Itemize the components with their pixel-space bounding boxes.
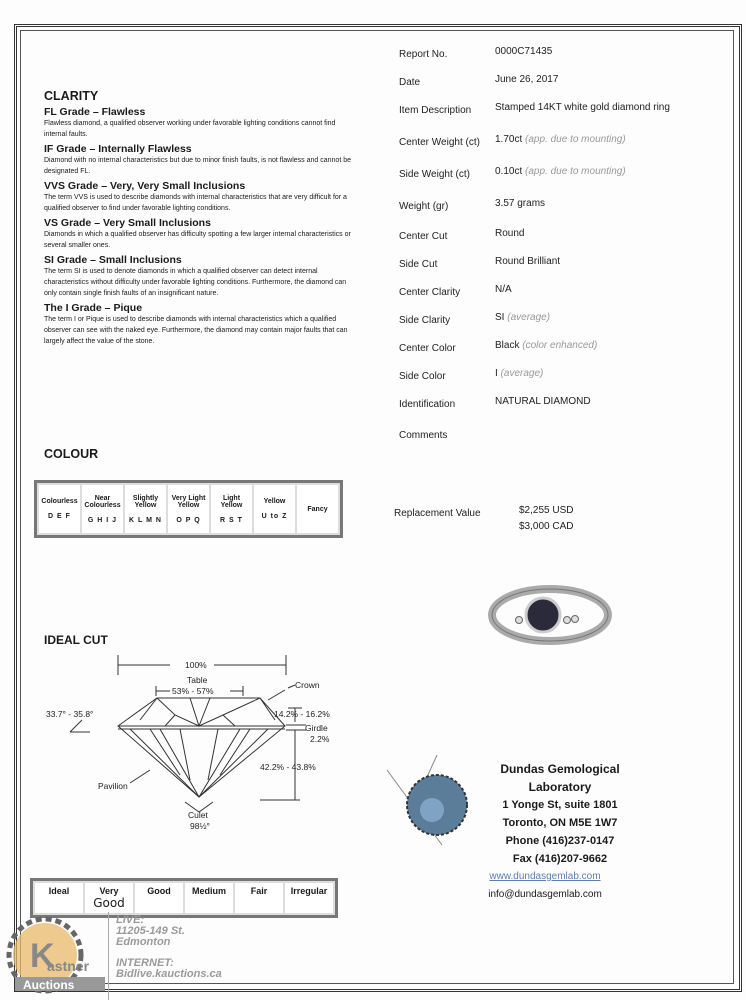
report-value (495, 196, 695, 212)
cut-grade-label: Irregular (290, 886, 328, 896)
lab-info (470, 760, 650, 904)
clarity-grade-heading: The I Grade – Pique (44, 302, 143, 314)
report-row (399, 310, 719, 328)
cut-grade-label: Good (147, 886, 171, 896)
svg-text:K: K (30, 937, 55, 975)
lab-website-link[interactable]: www.dundasgemlab.com (489, 871, 601, 882)
report-label: Center Clarity (399, 287, 461, 298)
report-label: Comments (399, 430, 448, 441)
clarity-section (44, 89, 354, 347)
report-value-text: Round (495, 228, 525, 239)
auction-address: 11205-149 St. (116, 925, 185, 937)
report-value (495, 338, 695, 354)
diamond-cut-diagram (30, 650, 360, 840)
lab-email: info@dundasgemlab.com (488, 889, 602, 900)
report-value-text: Stamped 14KT white gold diamond ring (495, 102, 670, 113)
colour-grades: D E F (48, 513, 71, 520)
cut-grade-label: Very (99, 886, 119, 896)
report-row (399, 100, 719, 118)
colour-grade-cell (125, 485, 166, 533)
report-value (495, 254, 695, 270)
report-value-text: 1.70ct (495, 134, 523, 145)
cut-grade-cell (85, 883, 133, 913)
report-row (399, 164, 719, 182)
report-value-text: I (495, 368, 498, 379)
clarity-grade-text: The term SI is used to denote diamonds in which a qualified observer can detect internal characteristics without difficulty under favorable lighting conditions. Furthermore, the diamond can only contain single finish faults of an insignificant nature. (44, 268, 347, 297)
clarity-grade-text: Flawless diamond, a qualified observer working under favorable lighting conditions cannot find internal faults. (44, 120, 336, 138)
report-value (495, 72, 695, 88)
clarity-grade-text: The term I or Pique is used to describe diamonds with internal characteristics which a qualified observer can see with the naked eye. Furthermore, the diamond may contain major faults that can largely affect the value of the stone. (44, 316, 348, 345)
culet-label: Culet (188, 810, 208, 820)
colour-name: Very Light Yellow (171, 494, 206, 509)
cut-grade-cell (35, 883, 83, 913)
colour-name: Yellow (263, 498, 286, 505)
ring-photo (485, 565, 615, 660)
colour-grades: G H I J (87, 516, 118, 524)
colour-grades: K L M N (129, 516, 162, 524)
report-label: Side Cut (399, 259, 438, 270)
auction-city: Edmonton (116, 936, 171, 948)
report-label: Weight (gr) (399, 201, 449, 212)
colour-name: Slightly Yellow (132, 494, 159, 509)
report-value (495, 366, 695, 382)
report-label: Date (399, 77, 421, 88)
report-value (495, 100, 695, 116)
clarity-title: CLARITY (44, 89, 99, 103)
width-label: 100% (185, 660, 207, 670)
cut-grade-cell (285, 883, 333, 913)
report-label: Side Weight (ct) (399, 169, 470, 180)
report-value (495, 226, 695, 242)
girdle-value-label: 2.2% (310, 734, 330, 744)
report-row (399, 132, 719, 150)
colour-title: COLOUR (44, 447, 99, 461)
cut-grade-selected: Good (93, 896, 125, 910)
colour-grades: R S T (220, 516, 243, 524)
colour-grade-cell (211, 485, 252, 533)
report-label: Item Description (399, 105, 472, 116)
svg-text:Auctions: Auctions (23, 978, 75, 992)
report-row (399, 366, 719, 384)
report-row (399, 226, 719, 244)
report-row (399, 196, 719, 214)
report-value-text: Round Brilliant (495, 256, 561, 267)
lab-address: 1 Yonge St, suite 1801 (502, 799, 618, 811)
colour-name: Fancy (307, 505, 328, 513)
colour-grade-cell (254, 485, 295, 533)
report-value-text: 0000C71435 (495, 46, 553, 57)
colour-name: Colourless (41, 498, 78, 505)
report-value (495, 394, 695, 410)
cut-grade-label: Medium (191, 886, 226, 896)
replacement-value (394, 503, 574, 532)
crown-label: Crown (295, 680, 320, 690)
report-value-text: N/A (495, 284, 512, 295)
diamond-outline (118, 698, 285, 797)
cut-grade-cell (235, 883, 283, 913)
report-value-note: (average) (507, 312, 551, 323)
live-label: LIVE: (116, 914, 145, 926)
svg-text:astner: astner (47, 958, 90, 974)
report-row (399, 254, 719, 272)
clarity-grade-heading: IF Grade – Internally Flawless (44, 143, 192, 155)
colour-name: Near Colourless (84, 494, 121, 509)
report-row (399, 338, 719, 356)
lab-name: Dundas Gemological Laboratory (500, 762, 620, 794)
report-value (495, 164, 695, 180)
angle-mark (70, 720, 90, 732)
report-value-note: (average) (500, 368, 544, 379)
lab-phone: Phone (416)237-0147 (505, 835, 615, 847)
report-value-note: (color enhanced) (522, 340, 598, 351)
colour-scale-table (34, 480, 343, 538)
cut-grade-table (30, 878, 338, 918)
crown-range-label: 14.2% - 16.2% (274, 709, 330, 719)
report-row (399, 282, 719, 300)
report-label: Identification (399, 399, 456, 410)
report-value (495, 310, 695, 326)
kastner-auctions-logo (5, 915, 105, 995)
cut-grade-cell (185, 883, 233, 913)
lab-city: Toronto, ON M5E 1W7 (502, 817, 618, 829)
ideal-cut-title: IDEAL CUT (44, 633, 108, 647)
lab-fax: Fax (416)207-9662 (512, 853, 608, 865)
table-range-label: 53% - 57% (172, 686, 214, 696)
report-label: Center Color (399, 343, 456, 354)
colour-grade-cell (168, 485, 209, 533)
report-label: Report No. (399, 49, 448, 60)
colour-grade-cell (39, 485, 80, 533)
report-value (495, 282, 695, 298)
report-value-text: June 26, 2017 (495, 74, 559, 85)
report-row (399, 72, 719, 90)
report-value-text: 3.57 grams (495, 198, 546, 209)
clarity-grade-text: The term VVS is used to describe diamonds with internal characteristics that are very difficult for a qualified observer to find under favorable lighting conditions. (44, 194, 347, 212)
report-value-note: (app. due to mounting) (525, 134, 626, 145)
replacement-label: Replacement Value (394, 508, 481, 519)
auction-site: Bidlive.kauctions.ca (116, 968, 222, 980)
cut-grade-label: Ideal (48, 886, 70, 896)
report-row (399, 394, 719, 412)
report-value-text: 0.10ct (495, 166, 523, 177)
clarity-grade-text: Diamonds in which a qualified observer has difficulty spotting a few larger internal characteristics or several smaller ones. (44, 231, 351, 249)
report-value (495, 44, 695, 60)
replacement-usd: $2,255 USD (519, 505, 574, 516)
colour-name: Light Yellow (220, 494, 243, 509)
report-label: Side Color (399, 371, 446, 382)
girdle-label: Girdle (305, 723, 328, 733)
report-value-text: NATURAL DIAMOND (495, 396, 591, 407)
clarity-grade-heading: FL Grade – Flawless (44, 106, 146, 118)
cut-grade-label: Fair (250, 886, 268, 896)
table-label: Table (187, 675, 208, 685)
colour-grade-cell (82, 485, 123, 533)
clarity-grade-text: Diamond with no internal characteristics but due to minor finish faults, is not flawless and cannot be designated FL. (44, 157, 351, 175)
clarity-grade-heading: VVS Grade – Very, Very Small Inclusions (44, 180, 246, 192)
auction-watermark (116, 915, 222, 980)
report-label: Side Clarity (399, 315, 451, 326)
report-row (399, 425, 719, 443)
report-value-text: Black (495, 340, 520, 351)
cut-grade-cell (135, 883, 183, 913)
report-value-note: (app. due to mounting) (525, 166, 626, 177)
clarity-grade-heading: SI Grade – Small Inclusions (44, 254, 182, 266)
colour-grades: O P Q (176, 516, 201, 524)
pavilion-range-label: 42.2% - 43.8% (260, 762, 316, 772)
report-row (399, 44, 719, 62)
colour-grade-cell (297, 485, 338, 533)
report-value (495, 132, 695, 148)
colour-grades: U to Z (261, 513, 288, 520)
pavilion-label: Pavilion (98, 781, 128, 791)
clarity-grade-heading: VS Grade – Very Small Inclusions (44, 217, 211, 229)
report-value-text: SI (495, 312, 505, 323)
report-label: Center Weight (ct) (399, 137, 480, 148)
replacement-cad: $3,000 CAD (519, 521, 574, 532)
hologram-seal-icon (382, 750, 482, 850)
internet-label: INTERNET: (116, 957, 174, 969)
report-label: Center Cut (399, 231, 448, 242)
crown-angle-label: 33.7° - 35.8° (46, 709, 94, 719)
culet-angle-label: 98½° (190, 821, 210, 831)
